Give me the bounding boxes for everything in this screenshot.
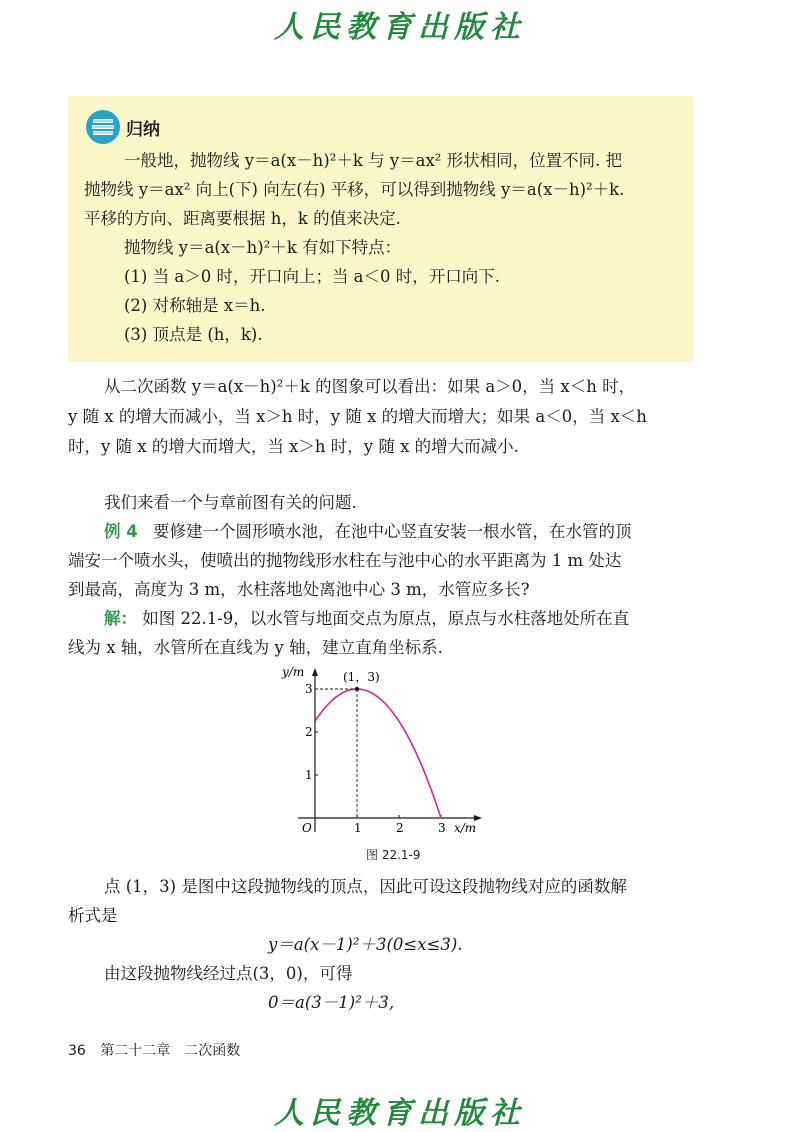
- figure-caption: 图 22.1-9: [366, 848, 421, 862]
- solution-label: 解：: [104, 609, 137, 628]
- para1-line-2: y 随 x 的增大而减小，当 x＞h 时，y 随 x 的增大而增大；如果 a＜0，当 x＜h: [68, 407, 647, 426]
- summary-line-4: 抛物线 y＝a(x－h)²＋k 有如下特点：: [124, 238, 402, 257]
- equation-1: y＝a(x－1)²＋3(0≤x≤3).: [268, 935, 463, 954]
- parabola-figure: [270, 660, 500, 840]
- example-line-1: [104, 519, 631, 545]
- origin-label: O: [302, 821, 312, 835]
- after-fig-line-2: 析式是: [68, 906, 118, 925]
- passes-through-line: 由这段抛物线经过点(3，0)，可得: [104, 964, 353, 983]
- example-line-3: 到最高，高度为 3 m，水柱落地处离池中心 3 m，水管应多长?: [68, 580, 530, 599]
- vertex-point: [355, 687, 359, 691]
- chapter-title: 第二十二章 二次函数: [100, 1043, 241, 1059]
- solution-line-1: [104, 606, 629, 632]
- vertex-label: (1，3): [343, 670, 380, 684]
- page-footer: [68, 1040, 240, 1060]
- summary-title-row: [86, 110, 160, 144]
- summary-line-5: (1) 当 a＞0 时，开口向上；当 a＜0 时，开口向下.: [124, 267, 501, 286]
- solution-line-1-text: 如图 22.1-9，以水管与地面交点为原点，原点与水柱落地处所在直: [142, 609, 630, 628]
- summary-line-3: 平移的方向、距离要根据 h，k 的值来决定.: [84, 209, 401, 228]
- page-number: 36: [68, 1043, 86, 1059]
- solution-line-2: 线为 x 轴，水管所在直线为 y 轴，建立直角坐标系.: [68, 638, 443, 657]
- x-tick-label-2: 2: [396, 821, 404, 835]
- summary-title: 归纳: [126, 119, 160, 140]
- after-fig-line-1: 点 (1，3) 是图中这段抛物线的顶点，因此可设这段抛物线对应的函数解: [104, 877, 627, 896]
- y-axis-label: y/m: [282, 665, 305, 679]
- example-label: 例 4: [104, 522, 138, 541]
- book-stack-icon: [86, 110, 120, 144]
- y-axis-arrow: [312, 668, 318, 676]
- equation-2: 0＝a(3－1)²＋3,: [268, 993, 395, 1012]
- para1-line-3: 时，y 随 x 的增大而增大，当 x＞h 时，y 随 x 的增大而减小.: [68, 437, 519, 456]
- footer-publisher-logo: 人民教育出版社: [274, 1096, 526, 1131]
- y-tick-label-3: 3: [305, 682, 313, 696]
- example-line-1-text: 要修建一个圆形喷水池，在池中心竖直安装一根水管，在水管的顶: [152, 522, 632, 541]
- x-axis-label: x/m: [454, 821, 477, 835]
- x-tick-label-3: 3: [438, 821, 446, 835]
- header-publisher-logo: 人民教育出版社: [274, 10, 526, 45]
- summary-line-7: (3) 顶点是 (h，k).: [124, 325, 263, 344]
- y-tick-label-1: 1: [305, 768, 313, 782]
- para1-line-1: 从二次函数 y＝a(x－h)²＋k 的图象可以看出：如果 a＞0，当 x＜h 时，: [104, 377, 636, 396]
- parabola-curve: [315, 689, 441, 818]
- example-line-2: 端安一个喷水头，使喷出的抛物线形水柱在与池中心的水平距离为 1 m 处达: [68, 551, 622, 570]
- summary-line-2: 抛物线 y＝ax² 向上(下) 向左(右) 平移，可以得到抛物线 y＝a(x－h)²＋k.: [84, 180, 625, 199]
- intro-line: 我们来看一个与章前图有关的问题.: [104, 493, 357, 512]
- summary-line-6: (2) 对称轴是 x＝h.: [124, 296, 266, 315]
- x-tick-label-1: 1: [354, 821, 362, 835]
- summary-line-1: 一般地，抛物线 y＝a(x－h)²＋k 与 y＝ax² 形状相同，位置不同. 把: [124, 151, 623, 170]
- y-tick-label-2: 2: [305, 725, 313, 739]
- summary-box: [68, 96, 694, 362]
